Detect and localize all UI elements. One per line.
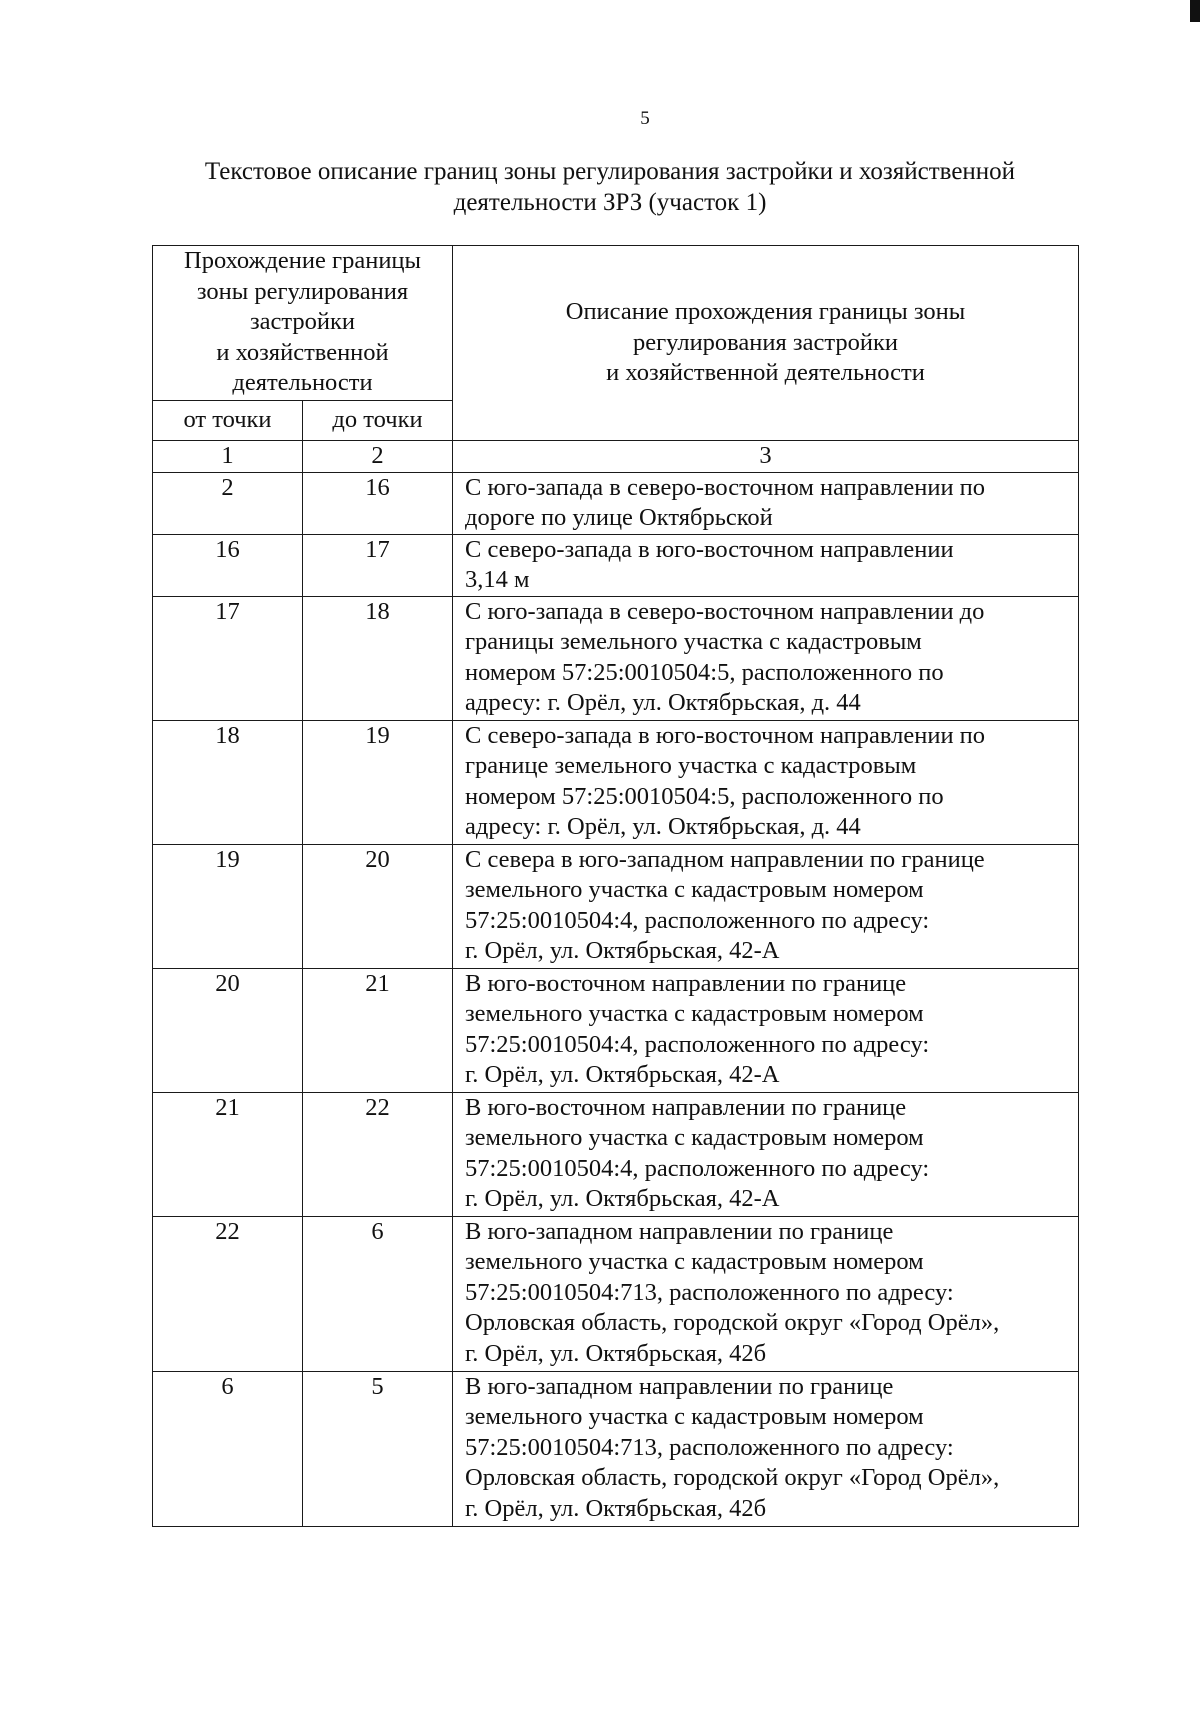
table-row [153, 1092, 1079, 1216]
table-header-row [153, 246, 1079, 401]
table-row [153, 596, 1079, 720]
table-row [153, 472, 1079, 534]
cell-description: В юго-восточном направлении по границе земельного участка с кадастровым номером 57:25:0010504:4, расположенного по адресу: г. Орёл, ул. Октябрьская, 42-А [453, 968, 1079, 1092]
cell-to-point: 17 [303, 534, 453, 596]
table-row [153, 1216, 1079, 1371]
cell-description: С юго-запада в северо-восточном направлении до границы земельного участка с кадастровым номером 57:25:0010504:5, расположенного по адресу: г. Орёл, ул. Октябрьская, д. 44 [453, 596, 1079, 720]
header-to-point: до точки [303, 401, 453, 441]
cell-from-point: 22 [153, 1216, 303, 1371]
table-row [153, 534, 1079, 596]
cell-to-point: 16 [303, 472, 453, 534]
cell-to-point: 21 [303, 968, 453, 1092]
cell-to-point: 20 [303, 844, 453, 968]
cell-from-point: 20 [153, 968, 303, 1092]
table-row [153, 968, 1079, 1092]
cell-description: В юго-восточном направлении по границе земельного участка с кадастровым номером 57:25:0010504:4, расположенного по адресу: г. Орёл, ул. Октябрьская, 42-А [453, 1092, 1079, 1216]
cell-description: С северо-запада в юго-восточном направлении по границе земельного участка с кадастровым номером 57:25:0010504:5, расположенного по адресу: г. Орёл, ул. Октябрьская, д. 44 [453, 720, 1079, 844]
header-description: Описание прохождения границы зоны регулирования застройки и хозяйственной деятельности [453, 246, 1079, 441]
scan-edge-mark [1190, 0, 1200, 22]
cell-description: С северо-запада в юго-восточном направлении 3,14 м [453, 534, 1079, 596]
boundary-description-table [152, 245, 1079, 1527]
cell-to-point: 5 [303, 1371, 453, 1526]
cell-from-point: 17 [153, 596, 303, 720]
cell-from-point: 16 [153, 534, 303, 596]
cell-to-point: 6 [303, 1216, 453, 1371]
cell-description: В юго-западном направлении по границе земельного участка с кадастровым номером 57:25:0010504:713, расположенного по адресу: Орловская область, городской округ «Город Орёл», г. Орёл, ул. Октябрьская, 42б [453, 1216, 1079, 1371]
cell-from-point: 18 [153, 720, 303, 844]
cell-description: С севера в юго-западном направлении по границе земельного участка с кадастровым номером 57:25:0010504:4, расположенного по адресу: г. Орёл, ул. Октябрьская, 42-А [453, 844, 1079, 968]
cell-description: В юго-западном направлении по границе земельного участка с кадастровым номером 57:25:0010504:713, расположенного по адресу: Орловская область, городской округ «Город Орёл», г. Орёл, ул. Октябрьская, 42б [453, 1371, 1079, 1526]
page-number: 5 [640, 108, 650, 129]
table-row [153, 1371, 1079, 1526]
table-row [153, 720, 1079, 844]
document-title [160, 156, 1060, 218]
column-number-3: 3 [453, 441, 1079, 473]
cell-to-point: 22 [303, 1092, 453, 1216]
document-title-line-1: Текстовое описание границ зоны регулирования застройки и хозяйственной [204, 158, 1016, 185]
header-from-point: от точки [153, 401, 303, 441]
column-number-2: 2 [303, 441, 453, 473]
column-number-row [153, 441, 1079, 473]
column-number-1: 1 [153, 441, 303, 473]
cell-from-point: 21 [153, 1092, 303, 1216]
cell-to-point: 18 [303, 596, 453, 720]
cell-from-point: 6 [153, 1371, 303, 1526]
cell-from-point: 19 [153, 844, 303, 968]
cell-from-point: 2 [153, 472, 303, 534]
table-row [153, 844, 1079, 968]
header-boundary-group: Прохождение границы зоны регулирования застройки и хозяйственной деятельности [153, 246, 453, 401]
document-title-line-2: деятельности ЗРЗ (участок 1) [453, 189, 767, 216]
cell-to-point: 19 [303, 720, 453, 844]
cell-description: С юго-запада в северо-восточном направлении по дороге по улице Октябрьской [453, 472, 1079, 534]
